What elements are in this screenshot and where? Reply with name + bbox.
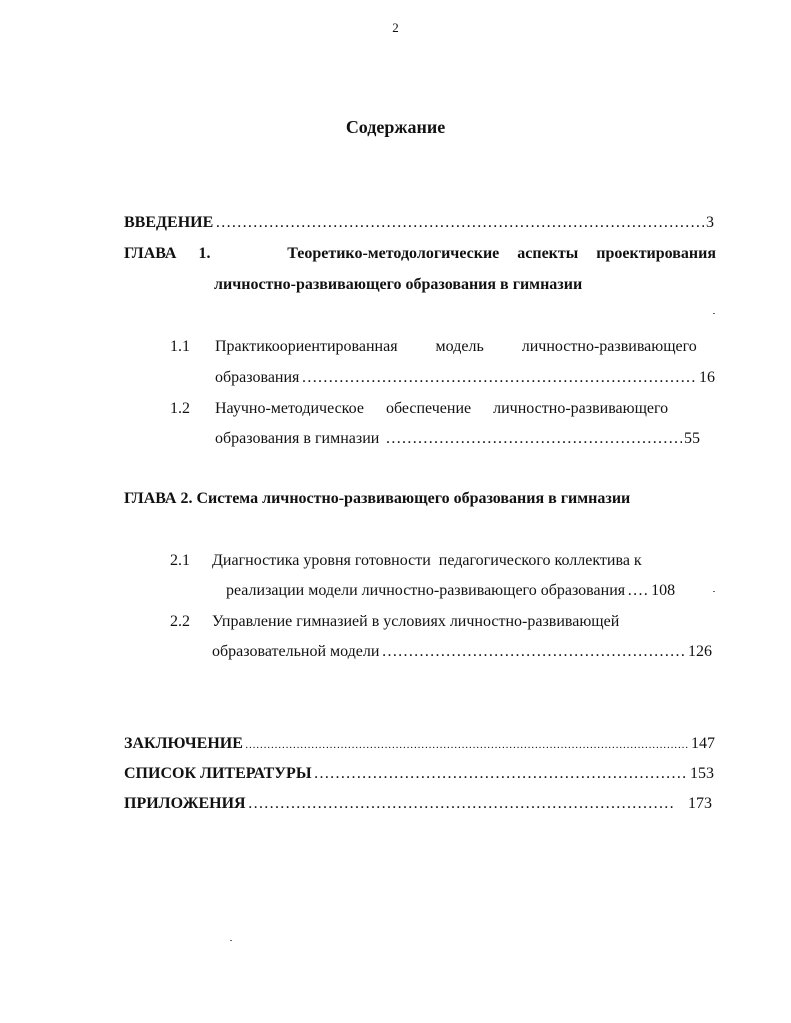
toc-entry-page: 173	[688, 795, 712, 812]
section-number: 2.2	[170, 613, 190, 630]
page-title: Содержание	[345, 117, 446, 137]
toc-leader-dots	[248, 793, 676, 815]
section-2-2-title-line1[interactable]: Управление гимназией в условиях личностно-развивающей	[212, 613, 620, 630]
toc-entry-page: 3	[706, 214, 714, 231]
toc-leader-dots	[215, 212, 704, 234]
section-1-1-title-line1: Практикоориентированная модель личностно-развивающего	[215, 338, 697, 355]
toc-entry-conclusion[interactable]	[124, 733, 715, 756]
toc-entry-introduction[interactable]	[124, 212, 714, 234]
scan-speck	[713, 591, 715, 592]
toc-entry-appendices[interactable]	[124, 793, 712, 815]
toc-entry-references[interactable]	[124, 763, 714, 785]
toc-entry-label: СПИСОК ЛИТЕРАТУРЫ	[124, 765, 312, 782]
toc-entry-section-2-2[interactable]	[212, 641, 712, 663]
scan-speck	[713, 313, 715, 314]
section-number: 1.2	[170, 400, 190, 417]
chapter2-title: Система личностно-развивающего образования в гимназии	[196, 490, 631, 507]
toc-entry-page: 126	[688, 643, 712, 660]
toc-leader-dots	[245, 734, 689, 756]
section-1-2-line1[interactable]	[215, 398, 717, 420]
toc-entry-label: ВВЕДЕНИЕ	[124, 214, 214, 231]
section-number: 2.1	[170, 552, 190, 569]
toc-entry-label: ПРИЛОЖЕНИЯ	[124, 795, 246, 812]
section-2-1-title-line1[interactable]: Диагностика уровня готовности педагогического коллектива к	[212, 552, 642, 569]
chapter1-title-line1: Теоретико-методологические аспекты проектирования	[287, 245, 716, 262]
chapter1-title-line2: личностно-развивающего образования в гимназии	[214, 276, 583, 293]
toc-entry-page: 153	[690, 765, 714, 782]
chapter2-label: ГЛАВА 2.	[124, 490, 193, 507]
chapter1-label: ГЛАВА 1.	[124, 245, 211, 262]
toc-leader-dots	[627, 580, 649, 602]
section-number: 1.1	[170, 338, 190, 355]
toc-entry-page: 108	[651, 582, 676, 599]
toc-entry-label: ЗАКЛЮЧЕНИЕ	[124, 735, 243, 752]
toc-entry-page: 55	[684, 430, 700, 447]
toc-entry-label: образовательной модели	[212, 643, 380, 660]
toc-leader-dots	[381, 641, 686, 663]
section-1-2-title-line1: Научно-методическое обеспечение личностно-развивающего	[215, 400, 669, 417]
toc-entry-section-1-1[interactable]	[215, 367, 715, 389]
scan-speck	[230, 940, 232, 941]
page-number: 2	[392, 20, 399, 35]
toc-entry-page: 147	[691, 735, 715, 752]
toc-entry-section-2-1[interactable]	[226, 580, 712, 602]
chapter2-heading[interactable]	[124, 488, 630, 510]
chapter1-heading-line1[interactable]	[124, 243, 716, 265]
toc-entry-label: реализации модели личностно-развивающего образования	[226, 582, 626, 599]
toc-entry-section-1-2[interactable]	[215, 428, 700, 450]
toc-leader-dots	[314, 763, 688, 785]
toc-leader-dots	[301, 367, 697, 389]
toc-entry-label: образования в гимназии	[215, 430, 380, 447]
toc-entry-label: образования	[215, 369, 300, 386]
toc-leader-dots	[385, 428, 682, 450]
section-1-1-line1[interactable]	[215, 336, 717, 358]
toc-entry-page: 16	[699, 369, 715, 386]
